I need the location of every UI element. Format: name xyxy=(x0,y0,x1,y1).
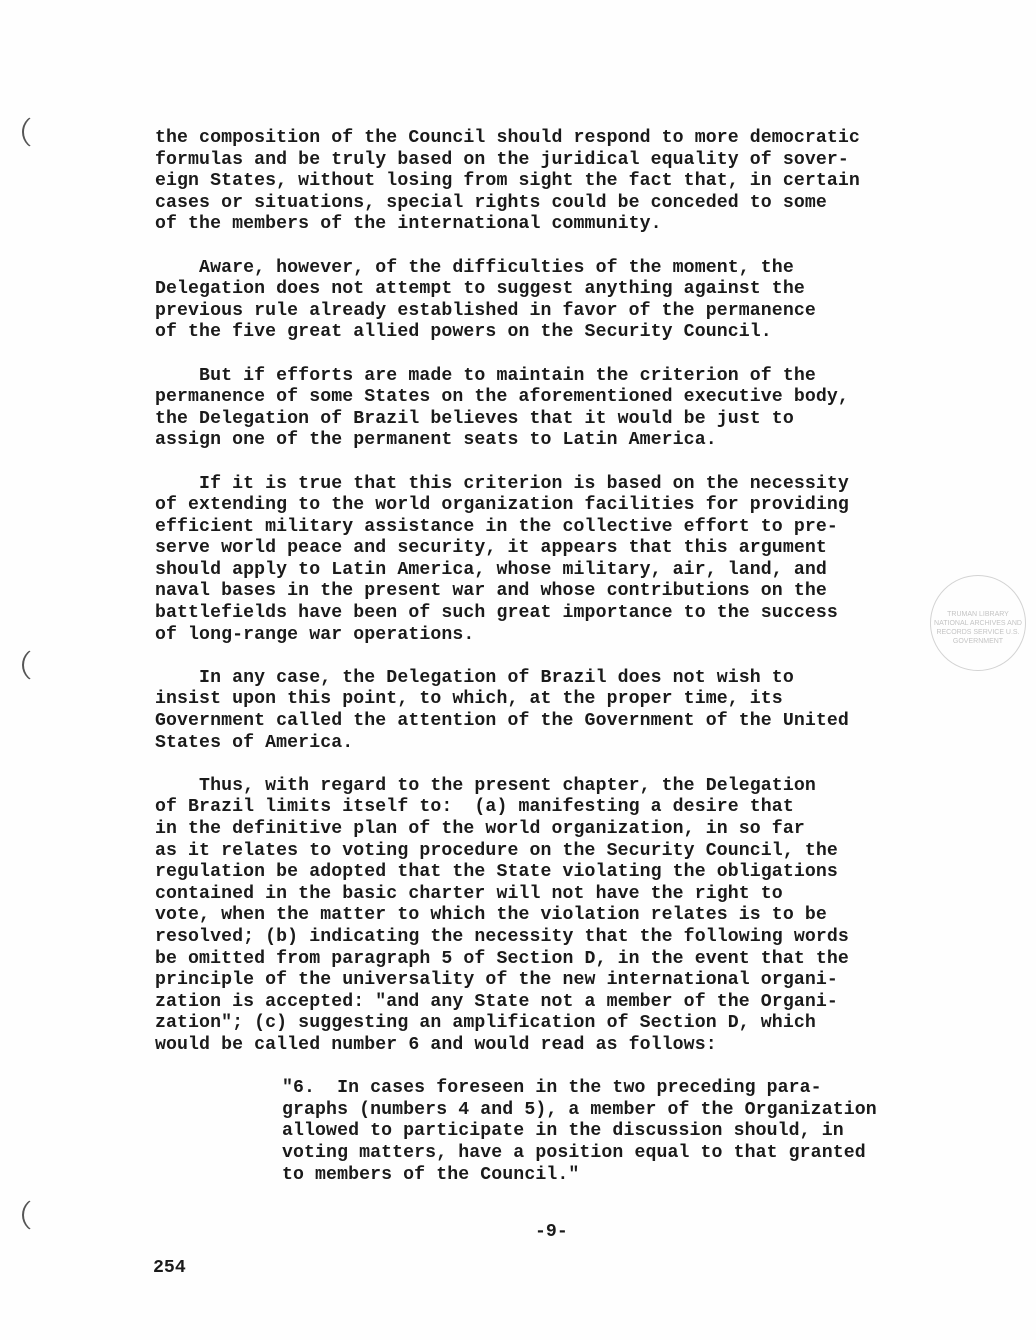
paragraph-5: In any case, the Delegation of Brazil does not wish to insist upon this point, to which, at the proper time, its Government called the attention of the Government of the United States of America. xyxy=(155,667,849,753)
page-number: -9- xyxy=(535,1222,568,1242)
paragraph-3: But if efforts are made to maintain the criterion of the permanence of some States on the aforementioned executive body, the Delegation of Brazil believes that it would be just to assign one of the permanent seats to Latin America. xyxy=(155,365,849,451)
paragraph-6: Thus, with regard to the present chapter, the Delegation of Brazil limits itself to: (a) manifesting a desire that in the definitive plan of the world organization, in so far as it relates to voting procedure on the Security Council, the regulation be adopted that the State violating the obligations contained in the basic charter will not have the right to vote, when the matter to which the violation relates is to be resolved; (b) indicating the necessity that the following words be omitted from paragraph 5 of Section D, in the event that the principle of the universality of the new international organi- zation is accepted: "and any State not a member of the Organi- zation"; (c) suggesting an amplification of Section D, which would be called number 6 and would read as follows: xyxy=(155,775,849,1055)
archive-stamp-text: TRUMAN LIBRARY NATIONAL ARCHIVES AND RECORDS SERVICE U.S. GOVERNMENT xyxy=(934,611,1022,645)
document-number: 254 xyxy=(153,1258,186,1278)
document-body xyxy=(155,128,985,1186)
punch-hole-middle xyxy=(22,647,58,683)
paragraph-1: the composition of the Council should respond to more democratic formulas and be truly based on the juridical equality of sover- eign States, without losing from sight the fact that, in certain cases or situations, special rights could be conceded to some of the members of the international community. xyxy=(155,128,860,235)
quoted-amendment: "6. In cases foreseen in the two preceding para- graphs (numbers 4 and 5), a member of the Organization allowed to participate in the discussion should, in voting matters, have a position equal to that granted to members of the Council." xyxy=(282,1078,877,1185)
punch-hole-top xyxy=(22,114,58,150)
paragraph-2: Aware, however, of the difficulties of the moment, the Delegation does not attempt to suggest anything against the previous rule already established in favor of the permanence of the five great allied powers on the Security Council. xyxy=(155,257,816,343)
paragraph-4: If it is true that this criterion is based on the necessity of extending to the world organization facilities for providing efficient military assistance in the collective effort to pre- serve world peace and security, it appears that this argument should apply to Latin America, whose military, air, land, and naval bases in the present war and whose contributions on the battlefields have been of such great importance to the success of long-range war operations. xyxy=(155,473,849,645)
punch-hole-bottom xyxy=(22,1197,58,1233)
